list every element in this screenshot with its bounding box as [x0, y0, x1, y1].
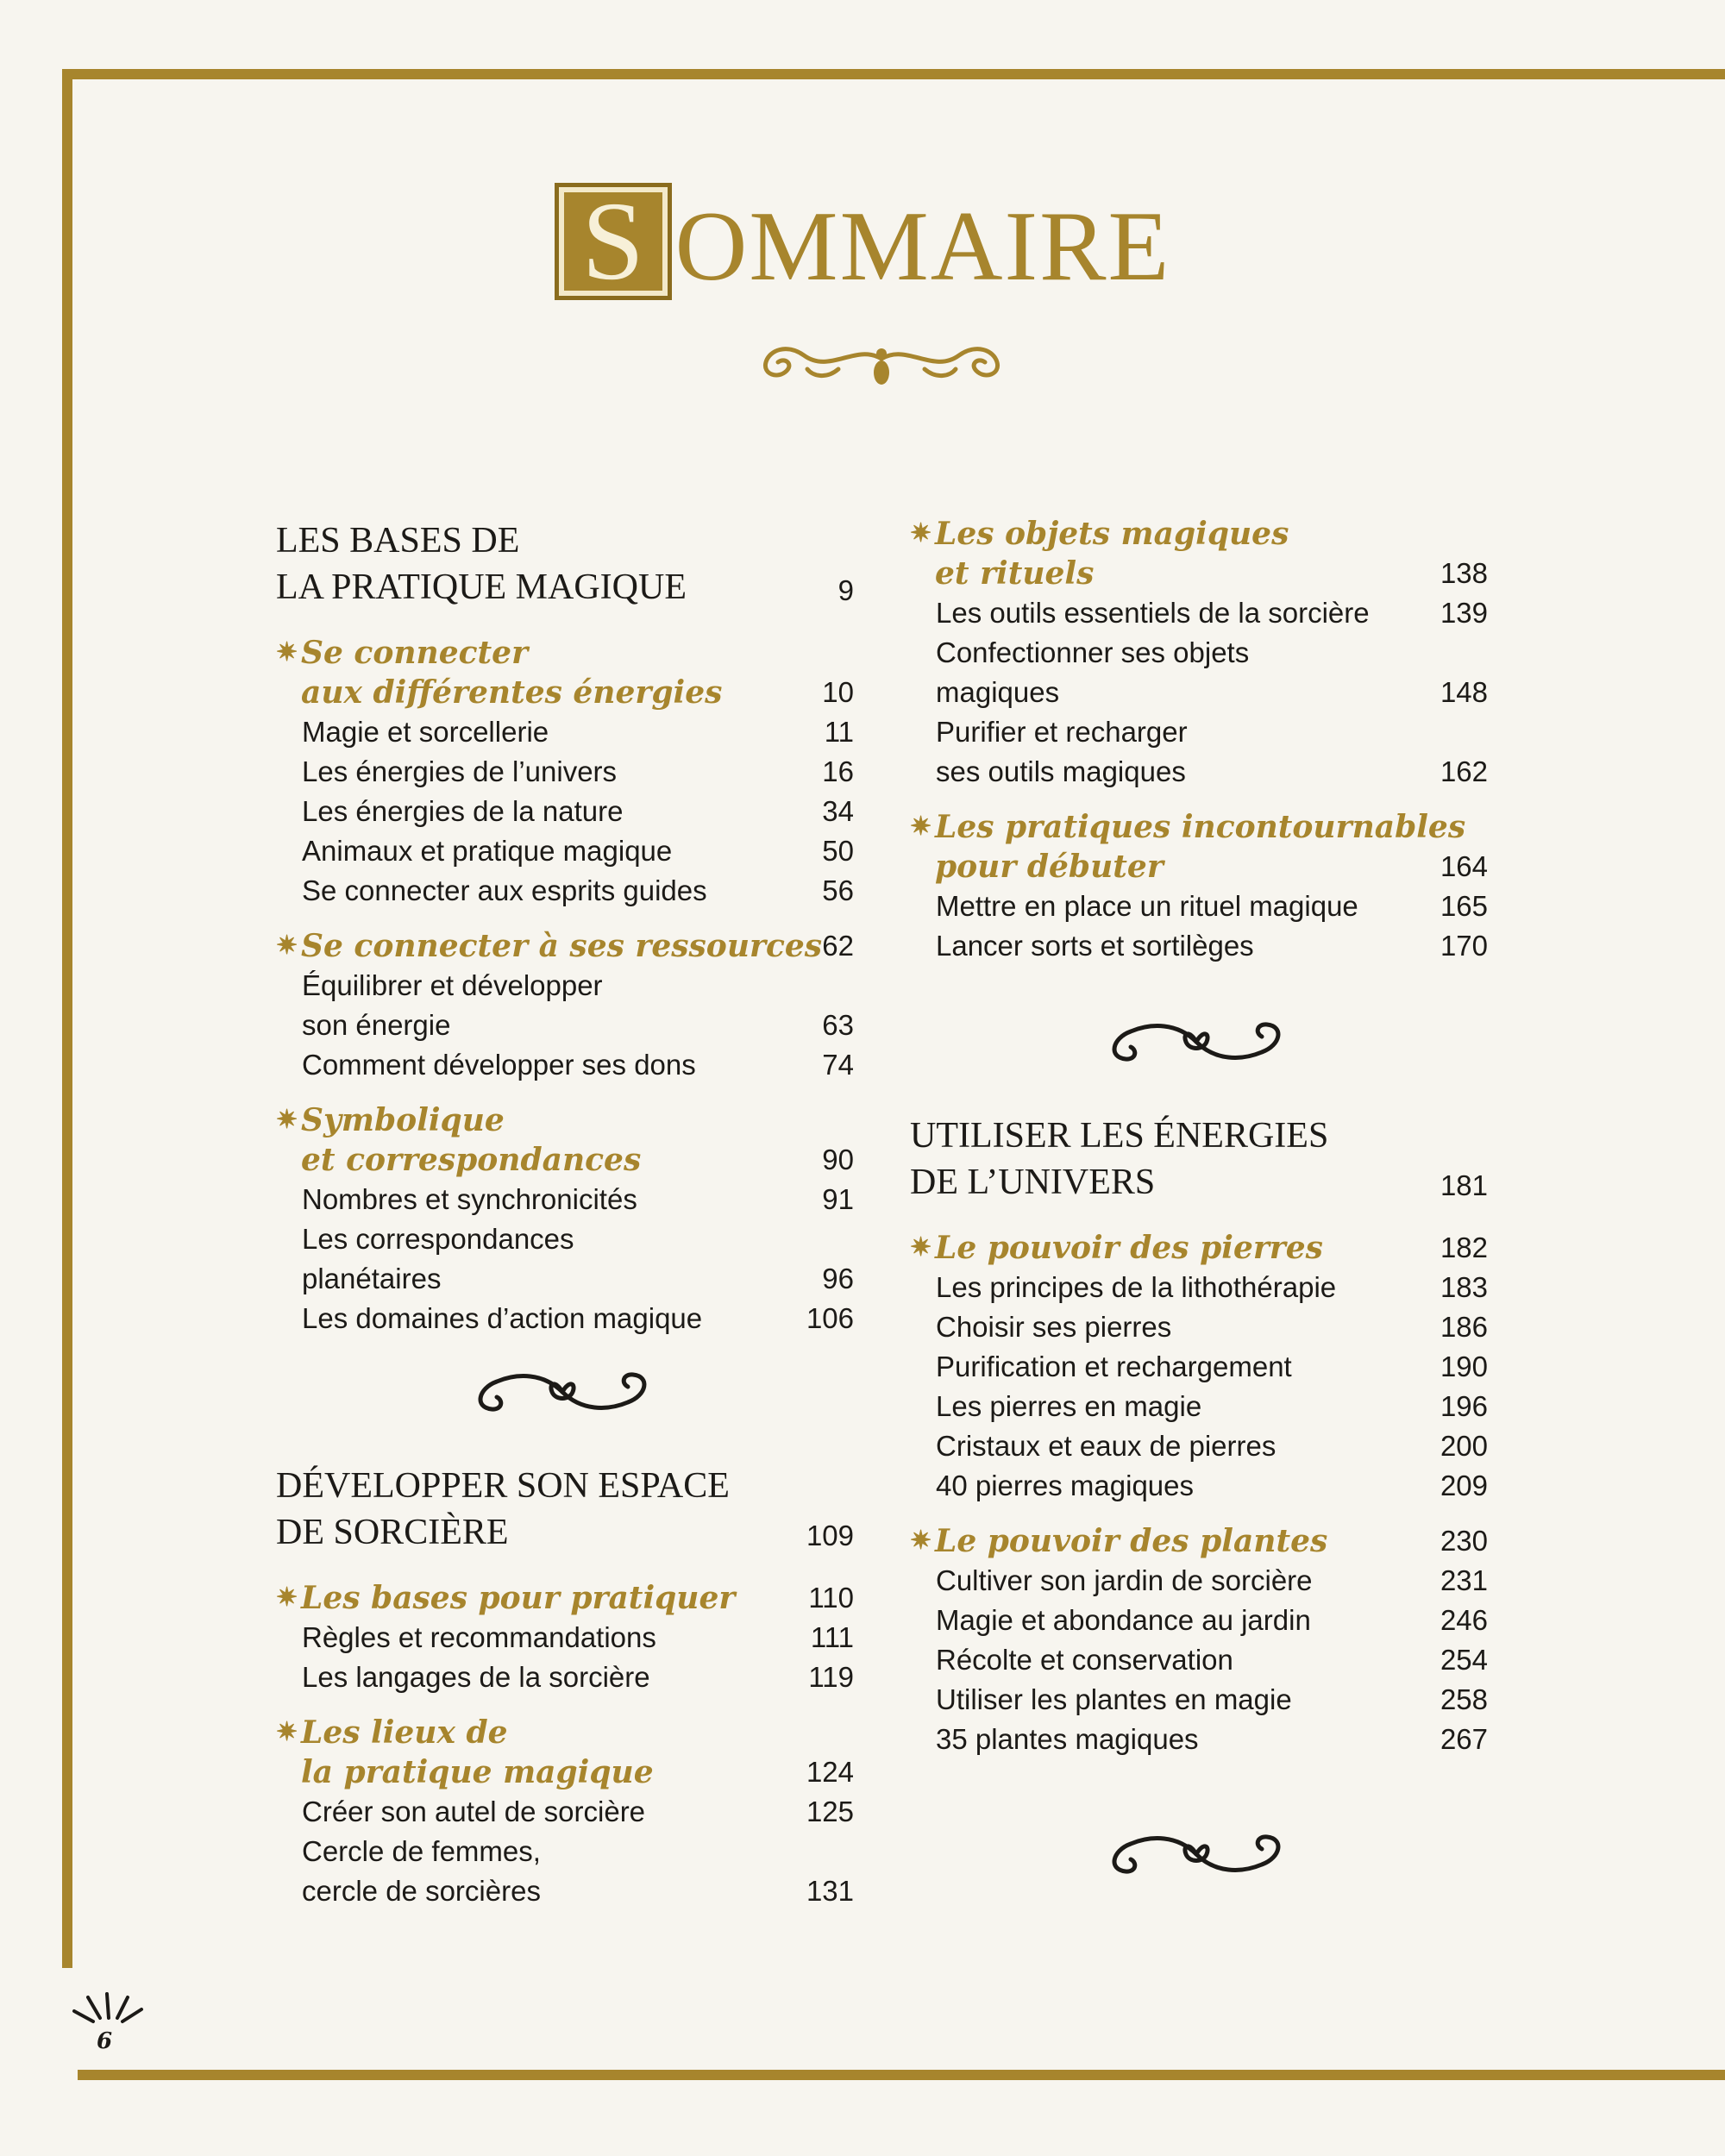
- chapter-heading[interactable]: ✷ Les lieux de la pratique magique 124: [276, 1714, 854, 1790]
- page-number: 230: [1440, 1525, 1488, 1557]
- page-number: 63: [822, 1009, 854, 1041]
- section-divider-ornament-icon: [1100, 1830, 1294, 1878]
- page-number: 267: [1440, 1723, 1488, 1755]
- page-number: 10: [822, 676, 854, 708]
- toc-entry[interactable]: Se connecter aux esprits guides 56: [276, 871, 854, 911]
- page-number: 246: [1440, 1604, 1488, 1636]
- toc-left-column: [276, 517, 854, 1338]
- page-number: 34: [822, 795, 854, 827]
- page-number: 11: [824, 716, 854, 748]
- frame-left-border: [62, 69, 72, 1968]
- chapter-heading[interactable]: ✷ Se connecter à ses ressources 62: [276, 928, 854, 964]
- page-number: 62: [822, 930, 854, 962]
- page-number: 196: [1440, 1390, 1488, 1422]
- toc-entry[interactable]: Règles et recommandations 111: [276, 1618, 854, 1658]
- toc-entry[interactable]: Créer son autel de sorcière 125: [276, 1792, 854, 1832]
- page-number: 90: [822, 1144, 854, 1175]
- toc-entry[interactable]: Les pierres en magie 196: [910, 1387, 1488, 1426]
- page-number: 148: [1440, 676, 1488, 708]
- toc-entry[interactable]: Magie et abondance au jardin 246: [910, 1601, 1488, 1640]
- page-number: 181: [1440, 1169, 1488, 1201]
- page-number: 183: [1440, 1271, 1488, 1303]
- star-bullet-icon: ✷: [910, 1232, 932, 1263]
- page-number-folio: 6: [97, 2028, 113, 2054]
- toc-entry[interactable]: Les domaines d’action magique 106: [276, 1299, 854, 1338]
- title-text: OMMAIRE: [674, 191, 1171, 302]
- toc-left-column-lower: [276, 1463, 854, 1911]
- toc-entry[interactable]: Magie et sorcellerie 11: [276, 712, 854, 752]
- toc-entry[interactable]: Cristaux et eaux de pierres 200: [910, 1426, 1488, 1466]
- star-bullet-icon: ✷: [910, 1526, 932, 1556]
- toc-entry[interactable]: Lancer sorts et sortilèges 170: [910, 926, 1488, 966]
- page-number: 139: [1440, 597, 1488, 629]
- toc-entry[interactable]: Nombres et synchronicités 91: [276, 1180, 854, 1219]
- toc-entry[interactable]: Purifier et recharger ses outils magiques 162: [910, 712, 1488, 792]
- toc-entry[interactable]: Équilibrer et développer son énergie 63: [276, 966, 854, 1045]
- page-number: 110: [808, 1582, 854, 1614]
- toc-entry[interactable]: Choisir ses pierres 186: [910, 1307, 1488, 1347]
- part-heading[interactable]: UTILISER LES ÉNERGIES DE L’UNIVERS 181: [910, 1112, 1488, 1206]
- page-number: 254: [1440, 1644, 1488, 1676]
- toc-entry[interactable]: Récolte et conservation 254: [910, 1640, 1488, 1680]
- page-number: 138: [1440, 557, 1488, 589]
- chapter-heading[interactable]: ✷ Symbolique et correspondances 90: [276, 1102, 854, 1178]
- page-number: 109: [806, 1520, 854, 1551]
- page-number: 9: [837, 574, 854, 606]
- title-flourish-ornament-icon: [743, 335, 1019, 398]
- star-bullet-icon: ✷: [276, 1583, 298, 1613]
- page-number: 96: [822, 1263, 854, 1294]
- chapter-heading[interactable]: ✷ Les bases pour pratiquer 110: [276, 1580, 854, 1616]
- page-number: 56: [822, 874, 854, 906]
- page-number: 50: [822, 835, 854, 867]
- section-divider-ornament-icon: [466, 1368, 660, 1416]
- page-number: 182: [1440, 1232, 1488, 1263]
- page-number: 111: [810, 1621, 854, 1653]
- page-number: 190: [1440, 1351, 1488, 1382]
- toc-entry[interactable]: Cercle de femmes, cercle de sorcières 131: [276, 1832, 854, 1911]
- toc-entry[interactable]: Animaux et pratique magique 50: [276, 831, 854, 871]
- chapter-heading[interactable]: ✷ Se connecter aux différentes énergies 10: [276, 635, 854, 711]
- chapter-heading[interactable]: ✷ Les objets magiques et rituels 138: [910, 516, 1488, 592]
- toc-entry[interactable]: Les correspondances planétaires 96: [276, 1219, 854, 1299]
- sunburst-folio-icon: [69, 1992, 147, 2030]
- page-number: 74: [822, 1049, 854, 1081]
- toc-entry[interactable]: 40 pierres magiques 209: [910, 1466, 1488, 1506]
- star-bullet-icon: ✷: [276, 637, 298, 667]
- toc-entry[interactable]: Purification et rechargement 190: [910, 1347, 1488, 1387]
- star-bullet-icon: ✷: [276, 1105, 298, 1135]
- toc-right-column: [910, 514, 1488, 966]
- toc-entry[interactable]: Les énergies de la nature 34: [276, 792, 854, 831]
- page-number: 125: [806, 1796, 854, 1827]
- page-number: 209: [1440, 1470, 1488, 1501]
- page-number: 170: [1440, 930, 1488, 962]
- frame-top-border: [62, 69, 1725, 79]
- toc-entry[interactable]: Mettre en place un rituel magique 165: [910, 887, 1488, 926]
- toc-entry[interactable]: Utiliser les plantes en magie 258: [910, 1680, 1488, 1720]
- page-number: 165: [1440, 890, 1488, 922]
- toc-entry[interactable]: Confectionner ses objets magiques 148: [910, 633, 1488, 712]
- chapter-heading[interactable]: ✷ Les pratiques incontournables pour débuter 164: [910, 809, 1488, 885]
- toc-entry[interactable]: Comment développer ses dons 74: [276, 1045, 854, 1085]
- page-number: 124: [806, 1756, 854, 1788]
- star-bullet-icon: ✷: [910, 812, 932, 842]
- page-number: 231: [1440, 1564, 1488, 1596]
- star-bullet-icon: ✷: [276, 1717, 298, 1747]
- toc-right-column-lower: [910, 1112, 1488, 1759]
- toc-entry[interactable]: Les outils essentiels de la sorcière 139: [910, 593, 1488, 633]
- page-number: 16: [822, 755, 854, 787]
- page-number: 119: [808, 1661, 854, 1693]
- frame-bottom-border: [78, 2070, 1725, 2080]
- star-bullet-icon: ✷: [276, 931, 298, 961]
- toc-entry[interactable]: Les énergies de l’univers 16: [276, 752, 854, 792]
- chapter-heading[interactable]: ✷ Le pouvoir des pierres 182: [910, 1230, 1488, 1266]
- page-number: 162: [1440, 755, 1488, 787]
- page-number: 91: [822, 1183, 854, 1215]
- page-number: 164: [1440, 850, 1488, 882]
- page-number: 258: [1440, 1683, 1488, 1715]
- toc-entry[interactable]: Les principes de la lithothérapie 183: [910, 1268, 1488, 1307]
- page-number: 131: [806, 1875, 854, 1907]
- toc-entry[interactable]: Les langages de la sorcière 119: [276, 1658, 854, 1697]
- page-number: 200: [1440, 1430, 1488, 1462]
- toc-entry[interactable]: 35 plantes magiques 267: [910, 1720, 1488, 1759]
- part-heading[interactable]: DÉVELOPPER SON ESPACE DE SORCIÈRE 109: [276, 1463, 854, 1556]
- section-divider-ornament-icon: [1100, 1018, 1294, 1066]
- part-heading[interactable]: LES BASES DE LA PRATIQUE MAGIQUE 9: [276, 517, 854, 611]
- chapter-heading[interactable]: ✷ Le pouvoir des plantes 230: [910, 1523, 1488, 1559]
- page-number: 186: [1440, 1311, 1488, 1343]
- page-title: [0, 179, 1725, 304]
- star-bullet-icon: ✷: [910, 518, 932, 548]
- toc-entry[interactable]: Cultiver son jardin de sorcière 231: [910, 1561, 1488, 1601]
- page-number: 106: [806, 1302, 854, 1334]
- title-dropcap: S: [555, 183, 672, 300]
